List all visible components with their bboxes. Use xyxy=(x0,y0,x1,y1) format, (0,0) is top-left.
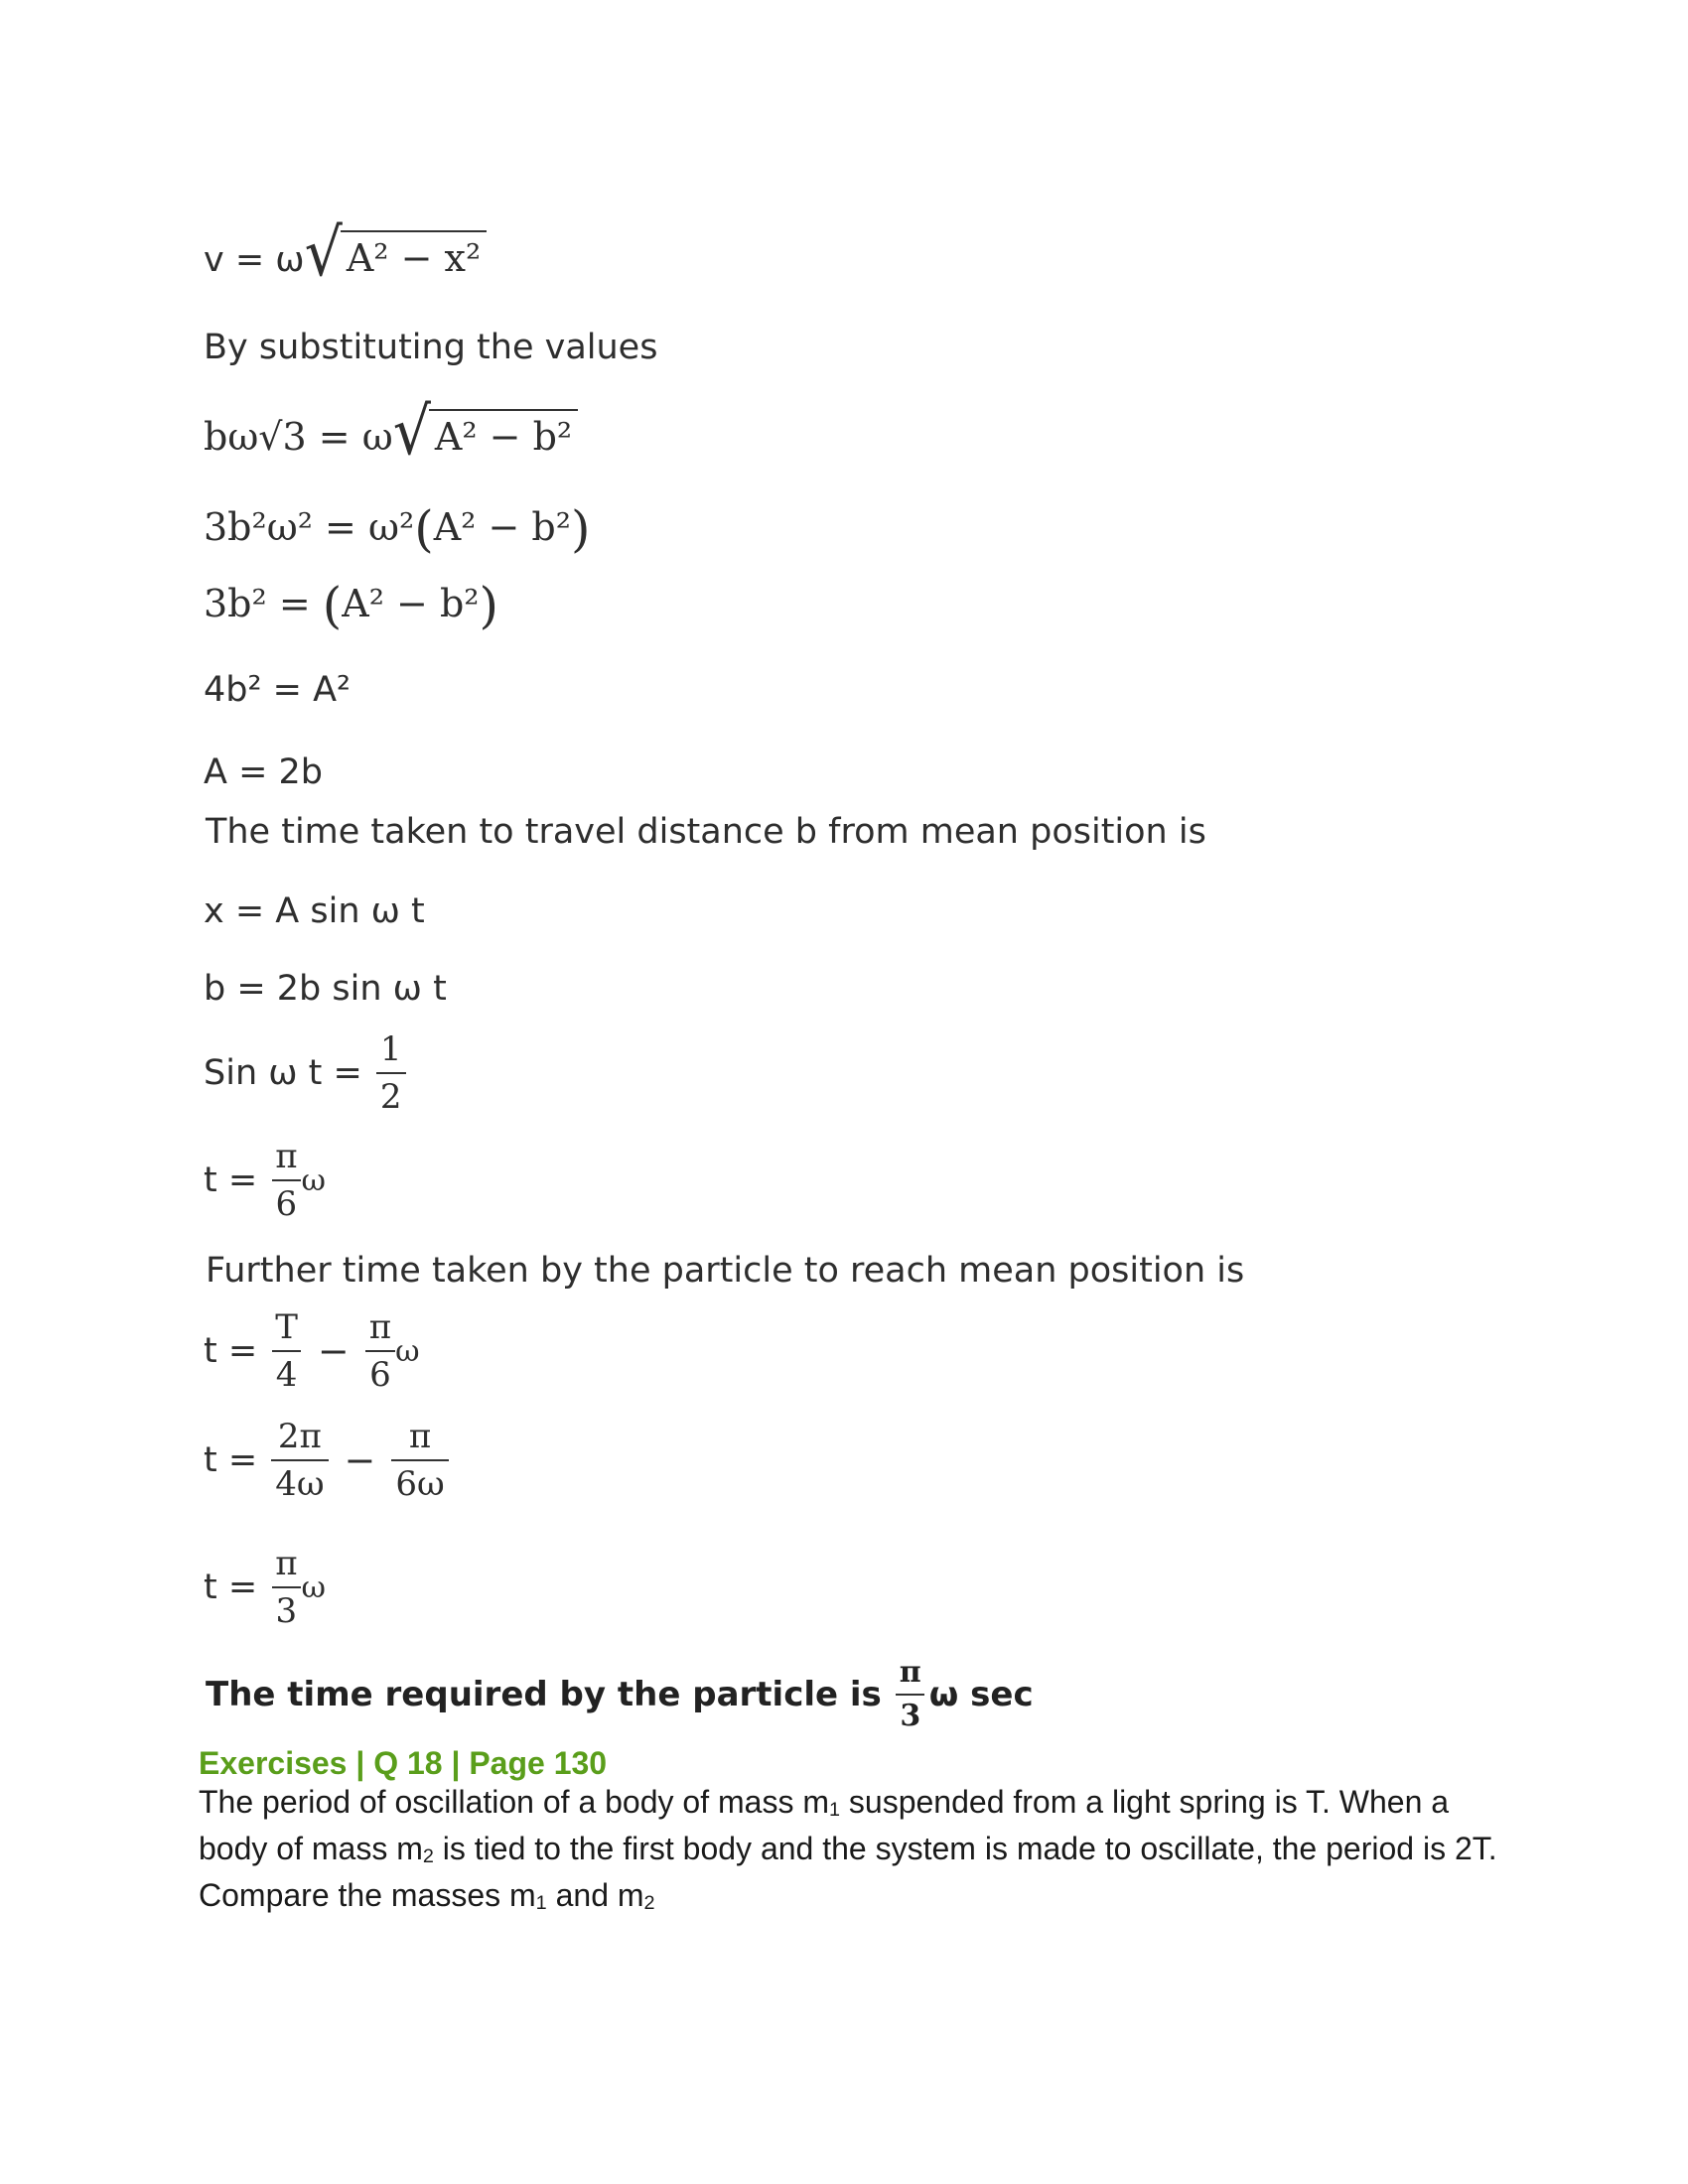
equation-1 xyxy=(204,393,578,471)
omega: ω xyxy=(301,1570,327,1605)
fraction xyxy=(896,1655,925,1733)
question-text: suspended from a light spring is T. When a body of mass m xyxy=(199,1784,1450,1866)
paren-close: ) xyxy=(570,500,591,558)
paren-open: ( xyxy=(322,577,343,634)
substituting-text: By substituting the values xyxy=(204,328,658,367)
equation-8-left: Sin ω t = xyxy=(204,1053,362,1093)
minus-sign: − xyxy=(317,1329,350,1373)
sqrt: √ A² − x² xyxy=(305,226,488,280)
minus-sign: − xyxy=(344,1438,376,1482)
question-text: The period of oscillation of a body of mass m xyxy=(199,1784,829,1820)
equation-9 xyxy=(204,1137,327,1224)
numerator: 2π xyxy=(277,1417,322,1456)
equation-11 xyxy=(204,1417,449,1504)
fraction xyxy=(391,1417,448,1504)
numerator: π xyxy=(275,1137,298,1176)
paren-open: ( xyxy=(414,500,434,558)
conclusion-unit: ω sec xyxy=(928,1675,1034,1714)
numerator: π xyxy=(275,1544,298,1583)
velocity-formula xyxy=(204,214,487,292)
fraction xyxy=(271,1417,328,1504)
equation-1-radicand: A² − b² xyxy=(429,409,578,459)
numerator: π xyxy=(899,1655,921,1690)
equation-1-left: bω√3 = ω xyxy=(204,415,393,459)
conclusion xyxy=(206,1655,1034,1733)
numerator: T xyxy=(275,1307,298,1347)
fraction xyxy=(271,1544,301,1631)
numerator: π xyxy=(368,1307,392,1347)
equation-2-left: 3b²ω² = ω² xyxy=(204,505,415,549)
denominator: 3 xyxy=(896,1694,924,1731)
paren-close: ) xyxy=(479,577,499,634)
equation-11-left: t = xyxy=(204,1440,258,1480)
fraction xyxy=(365,1307,395,1395)
exercise-heading: Exercises | Q 18 | Page 130 xyxy=(199,1745,608,1781)
denominator: 6 xyxy=(365,1350,395,1392)
fraction xyxy=(376,1029,406,1117)
time-taken-text: The time taken to travel distance b from mean position is xyxy=(206,812,1206,852)
numerator: π xyxy=(408,1417,432,1456)
denominator: 3 xyxy=(272,1586,302,1628)
equation-3-left: 3b² = xyxy=(204,582,311,625)
equation-7: b = 2b sin ω t xyxy=(204,969,447,1009)
equation-10 xyxy=(204,1307,420,1395)
equation-5: A = 2b xyxy=(204,752,324,792)
fraction xyxy=(271,1307,302,1395)
equation-3-inner: A² − b² xyxy=(342,582,480,625)
subscript: 2 xyxy=(643,1891,655,1914)
denominator: 4ω xyxy=(271,1459,328,1501)
fraction xyxy=(271,1137,301,1224)
question-text: and m xyxy=(546,1876,644,1913)
equation-3 xyxy=(204,577,499,634)
omega: ω xyxy=(395,1333,420,1369)
velocity-formula-left: v = ω xyxy=(204,240,305,280)
further-time-text: Further time taken by the particle to reach mean position is xyxy=(206,1251,1245,1291)
subscript: 1 xyxy=(828,1798,841,1821)
velocity-radicand: A² − x² xyxy=(341,230,487,280)
exercise-question xyxy=(199,1783,1499,1923)
subscript: 1 xyxy=(535,1891,547,1914)
equation-2-inner: A² − b² xyxy=(433,505,571,549)
equation-6: x = A sin ω t xyxy=(204,891,425,931)
equation-12-left: t = xyxy=(204,1568,258,1607)
equation-2 xyxy=(204,500,591,558)
denominator: 2 xyxy=(376,1072,406,1114)
conclusion-text: The time required by the particle is xyxy=(206,1675,882,1714)
denominator: 6 xyxy=(272,1179,302,1221)
sqrt: √ A² − b² xyxy=(393,405,578,459)
denominator: 6ω xyxy=(391,1459,448,1501)
equation-10-left: t = xyxy=(204,1331,258,1371)
equation-9-left: t = xyxy=(204,1160,258,1200)
omega: ω xyxy=(301,1162,327,1198)
denominator: 4 xyxy=(272,1350,302,1392)
question-text: is tied to the first body and the system is made to oscillate, the period is 2T. Compare the masses m xyxy=(199,1830,1497,1913)
equation-4: 4b² = A² xyxy=(204,670,352,710)
equation-8 xyxy=(204,1029,406,1117)
equation-12 xyxy=(204,1544,327,1631)
subscript: 2 xyxy=(422,1844,434,1867)
numerator: 1 xyxy=(379,1029,402,1069)
